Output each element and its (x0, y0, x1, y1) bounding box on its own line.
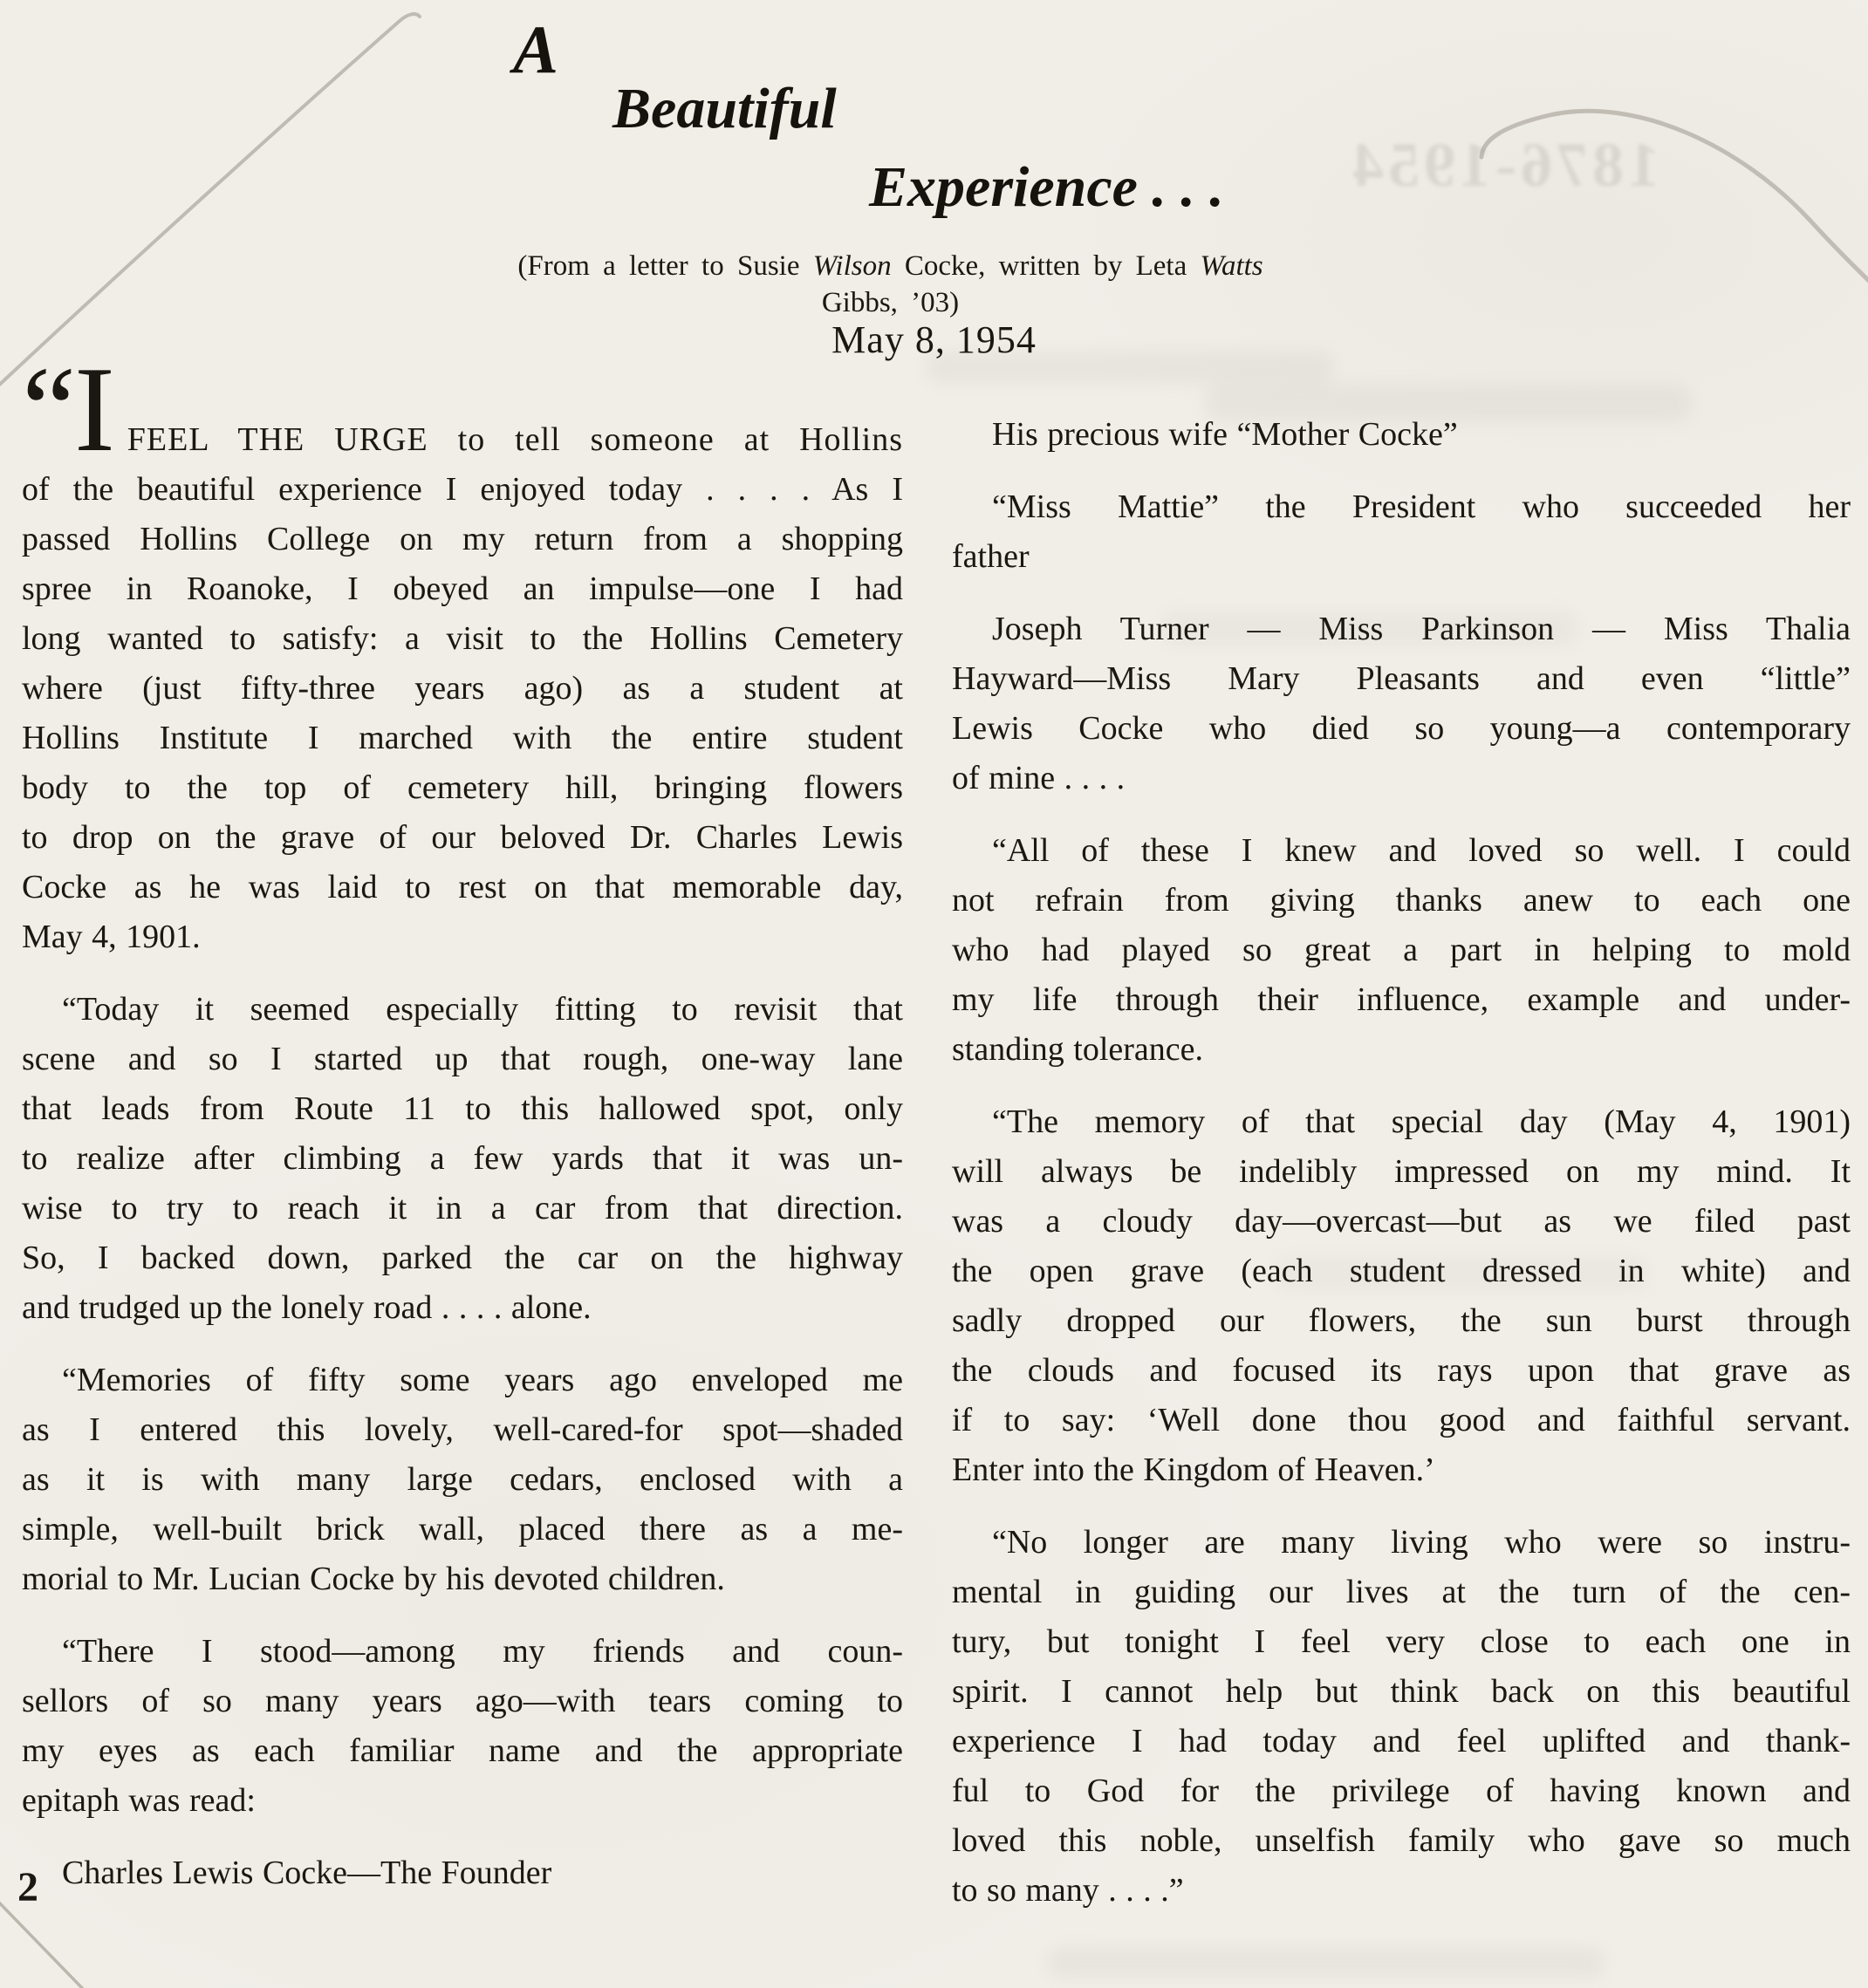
byline-maiden-name: Watts (1200, 250, 1263, 282)
byline-line-1 (0, 248, 1824, 284)
text-line: tury, but tonight I feel very close to each one in (952, 1623, 1851, 1660)
page-title-word-beautiful: Beautiful (612, 77, 837, 140)
text-line: my life through their influence, example and under- (952, 981, 1851, 1018)
paragraph (22, 1627, 903, 1826)
text-line: sadly dropped our flowers, the sun burst through (952, 1302, 1851, 1339)
text-line: “Miss Mattie” the President who succeeded her (992, 488, 1851, 525)
page-title-word-a: A (513, 11, 559, 87)
byline-maiden-name: Wilson (812, 250, 892, 282)
paragraph (952, 1097, 1851, 1495)
paragraph-lines (22, 465, 903, 962)
text-line: was a cloudy day—overcast—but as we filed past (952, 1203, 1851, 1240)
text-line: of the beautiful experience I enjoyed today . . . . As I (22, 471, 903, 508)
text-line: if to say: ‘Well done thou good and faithful servant. (952, 1402, 1851, 1438)
text-line: morial to Mr. Lucian Cocke by his devoted children. (22, 1561, 725, 1597)
text-line: Hollins Institute I marched with the entire student (22, 720, 903, 756)
byline-text: (From a letter to Susie (517, 250, 813, 282)
text-line (22, 342, 903, 477)
paragraph (952, 410, 1851, 460)
text-line: “Today it seemed especially fitting to revisit that (62, 991, 903, 1028)
text-line: loved this noble, unselfish family who gave so much (952, 1822, 1851, 1859)
text-line: simple, well-built brick wall, placed there as a me- (22, 1511, 903, 1547)
text-line: standing tolerance. (952, 1031, 1204, 1068)
text-line: “The memory of that special day (May 4, 1901) (992, 1103, 1851, 1140)
text-line: Joseph Turner — Miss Parkinson — Miss Thalia (992, 611, 1851, 647)
text-line: long wanted to satisfy: a visit to the Hollins Cemetery (22, 620, 903, 657)
text-line: the open grave (each student dressed in white) and (952, 1253, 1851, 1289)
lead-in-caps: FEEL THE URGE to tell someone at Hollins (127, 421, 903, 458)
text-line: sellors of so many years ago—with tears coming to (22, 1683, 903, 1719)
byline (0, 248, 1824, 321)
text-line: not refrain from giving thanks anew to each one (952, 882, 1851, 919)
page-number: 2 (17, 1864, 38, 1910)
text-line: ful to God for the privilege of having known and (952, 1773, 1851, 1809)
page-title-word-experience: Experience . . . (869, 155, 1224, 219)
byline-line-2: Gibbs, ’03) (821, 287, 960, 318)
text-line: “There I stood—among my friends and coun- (62, 1633, 903, 1670)
right-column (952, 410, 1851, 1938)
paragraph (952, 826, 1851, 1075)
text-line: to drop on the grave of our beloved Dr. Charles Lewis (22, 819, 903, 856)
text-line: as I entered this lovely, well-cared-for spot—shaded (22, 1411, 903, 1448)
text-line: body to the top of cemetery hill, bringing flowers (22, 769, 903, 806)
text-line: experience I had today and feel uplifted and thank- (952, 1723, 1851, 1759)
text-line: Cocke as he was laid to rest on that memorable day, (22, 869, 903, 905)
text-line: wise to try to reach it in a car from that direction. (22, 1190, 903, 1226)
text-line: “All of these I knew and loved so well. I could (992, 832, 1851, 869)
text-line: Charles Lewis Cocke—The Founder (62, 1855, 552, 1891)
left-column (22, 342, 903, 1938)
byline-text: Cocke, written by Leta (891, 250, 1201, 282)
text-line: Hayward—Miss Mary Pleasants and even “little” (952, 660, 1851, 697)
paragraph (952, 1518, 1851, 1916)
text-line: mental in guiding our lives at the turn of the cen- (952, 1574, 1851, 1610)
text-line: spirit. I cannot help but think back on this beautiful (952, 1673, 1851, 1710)
text-line: who had played so great a part in helping to mold (952, 932, 1851, 968)
text-line: the clouds and focused its rays upon that grave as (952, 1352, 1851, 1389)
paragraph (952, 482, 1851, 582)
text-line: spree in Roanoke, I obeyed an impulse—one I had (22, 570, 903, 607)
text-line: and trudged up the lonely road . . . . alone. (22, 1289, 592, 1326)
text-line: to realize after climbing a few yards that it was un- (22, 1140, 903, 1177)
right-paragraphs (952, 410, 1851, 1916)
text-line: of mine . . . . (952, 760, 1126, 796)
text-line: will always be indelibly impressed on my mind. It (952, 1153, 1851, 1190)
text-line: So, I backed down, parked the car on the highway (22, 1240, 903, 1276)
left-paragraphs (22, 985, 903, 1898)
paragraph (22, 985, 903, 1333)
text-line: “Memories of fifty some years ago enveloped me (62, 1362, 903, 1398)
letter-date: May 8, 1954 (831, 318, 1037, 361)
paragraph (22, 1848, 903, 1898)
paragraph (22, 1356, 903, 1604)
text-line: to so many . . . .” (952, 1872, 1184, 1909)
text-line: epitaph was read: (22, 1782, 256, 1819)
bleedthrough-smudge (1047, 1947, 1605, 1978)
two-column-text (22, 342, 1851, 1938)
text-line: Enter into the Kingdom of Heaven.’ (952, 1452, 1435, 1488)
text-line: His precious wife “Mother Cocke” (992, 416, 1458, 453)
text-line: as it is with many large cedars, enclosed with a (22, 1461, 903, 1498)
text-line: “No longer are many living who were so instru- (992, 1524, 1851, 1561)
text-line: father (952, 538, 1030, 575)
text-line: where (just fifty-three years ago) as a student at (22, 670, 903, 707)
opening-paragraph (22, 342, 903, 962)
text-line: May 4, 1901. (22, 919, 201, 955)
text-line: passed Hollins College on my return from a shopping (22, 521, 903, 557)
text-line: that leads from Route 11 to this hallowed spot, only (22, 1090, 903, 1127)
text-line: my eyes as each familiar name and the appropriate (22, 1732, 903, 1769)
paragraph (952, 605, 1851, 803)
text-line: scene and so I started up that rough, one-way lane (22, 1041, 903, 1077)
bleedthrough-text: 1876-1954 (1348, 130, 1659, 200)
drop-cap: “I (22, 342, 113, 477)
text-line: Lewis Cocke who died so young—a contemporary (952, 710, 1851, 747)
